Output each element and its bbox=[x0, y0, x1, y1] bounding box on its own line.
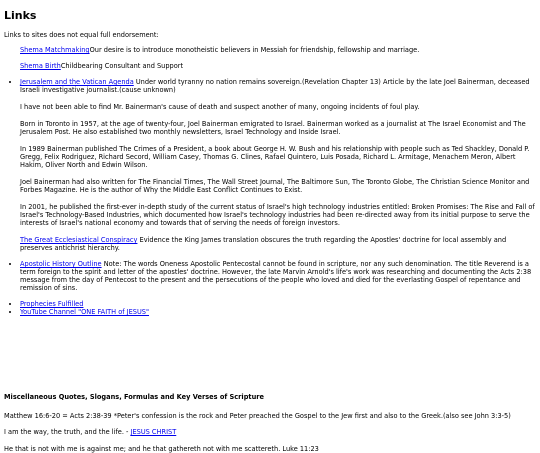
bainerman-paragraph: In 2001, he published the first-ever in-depth study of the current status of Israel's high technology industries entitled: Broken Promises: The Rise and Fall of Israel's Technology-Based Industries, which documented how Israel's technology industries had been re-directed away from its initial purpose to serve the interests of Israel's national economy and towards that of serving the needs of foreign investors. bbox=[20, 203, 535, 227]
jerusalem-description: Under world tyranny no nation remains sovereign.(Revelation Chapter 13) Article by the late Joel Bainerman, deceased Israeli investigative journalist.(cause unknown) bbox=[20, 78, 530, 94]
list-item-apostolic bbox=[20, 260, 536, 292]
verse-luke: He that is not with me is against me; and he that gathereth not with me scattereth. Luke 11:23 bbox=[4, 445, 319, 453]
apostolic-description: Note: The words Oneness Apostolic Pentecostal cannot be found in scripture, nor any such denomination. The title Reverend is a term foreign to the spirit and letter of the apostles' doctrine. However, the late Marvin Arnold's life's work was researching and documenting the Acts 2:38 message from the day of Pentecost to the present and the persecutions of the people who loved and died for the everlasting Gospel of repentance and remission of sins. bbox=[20, 260, 532, 292]
prophecies-fulfilled-link[interactable]: Prophecies Fulfilled bbox=[20, 300, 84, 308]
shema-matchmaking-entry bbox=[20, 46, 536, 54]
shema-links bbox=[20, 46, 536, 70]
list-item-prophecies bbox=[20, 300, 536, 308]
shema-matchmaking-description: Our desire is to introduce monotheistic believers in Messiah for friendship, fellowship and marriage. bbox=[89, 46, 420, 54]
page-title: Links bbox=[4, 9, 37, 22]
misc-section-heading: Miscellaneous Quotes, Slogans, Formulas and Key Verses of Scripture bbox=[4, 393, 264, 401]
shema-birth-entry bbox=[20, 62, 536, 70]
jesus-christ-link[interactable]: JESUS CHRIST bbox=[130, 428, 177, 436]
shema-matchmaking-link[interactable]: Shema Matchmaking bbox=[20, 46, 90, 54]
verse-matthew: Matthew 16:6-20 = Acts 2:38-39 *Peter's confession is the rock and Peter preached the Gospel to the Jew first and also to the Greek.(also see John 3:3-5) bbox=[4, 412, 511, 420]
apostolic-history-link[interactable]: Apostolic History Outline bbox=[20, 260, 102, 268]
bainerman-paragraph: Born in Toronto in 1957, at the age of twenty-four, Joel Bainerman emigrated to Israel. Bainerman worked as a journalist at The Israel Economist and The Jerusalem Post. He also established two monthly newsletters, Israel Technology and Inside Israel. bbox=[20, 120, 526, 136]
verse-the-way-text: I am the way, the truth, and the life. - bbox=[4, 428, 131, 436]
shema-birth-description: Childbearing Consultant and Support bbox=[60, 62, 184, 70]
list-item-youtube bbox=[20, 308, 536, 316]
jerusalem-vatican-link[interactable]: Jerusalem and the Vatican Agenda bbox=[20, 78, 134, 86]
conspiracy-entry bbox=[20, 236, 536, 252]
page-content bbox=[4, 0, 536, 453]
bainerman-paragraph: Joel Bainerman had also written for The Financial Times, The Wall Street Journal, The Baltimore Sun, The Toronto Globe, The Christian Science Monitor and Forbes Magazine. He is the author of Why the Middle East Conflict Continues to Exist. bbox=[20, 178, 530, 194]
links-list bbox=[4, 78, 536, 292]
ecclesiastical-conspiracy-link[interactable]: The Great Ecclesiastical Conspiracy bbox=[20, 236, 138, 244]
links-list-secondary bbox=[4, 300, 536, 316]
endorsement-disclaimer: Links to sites does not equal full endorsement: bbox=[4, 31, 159, 39]
bainerman-paragraph: I have not been able to find Mr. Bainerman's cause of death and suspect another of many, ongoing incidents of foul play. bbox=[20, 103, 420, 111]
shema-birth-link[interactable]: Shema Birth bbox=[20, 62, 61, 70]
bainerman-paragraph: In 1989 Bainerman published The Crimes of a President, a book about George H. W. Bush and his relationship with people such as Ted Shackley, Donald P. Gregg, Felix Rodriguez, Richard Secord, William Casey, Thomas G. Clines, Rafael Quintero, Luis Posada, Richard L. Armitage, Menachem Meron, Albert Hakim, Oliver North and Edwin Wilson. bbox=[20, 145, 530, 169]
list-item-jerusalem bbox=[20, 78, 536, 252]
youtube-channel-link[interactable]: YouTube Channel "ONE FAITH of JESUS" bbox=[20, 308, 150, 316]
verse-the-way bbox=[4, 428, 536, 436]
conspiracy-description: Evidence the King James translation obscures the truth regarding the Apostles' doctrine for local assembly and preserves antichrist hierarchy. bbox=[20, 236, 507, 252]
